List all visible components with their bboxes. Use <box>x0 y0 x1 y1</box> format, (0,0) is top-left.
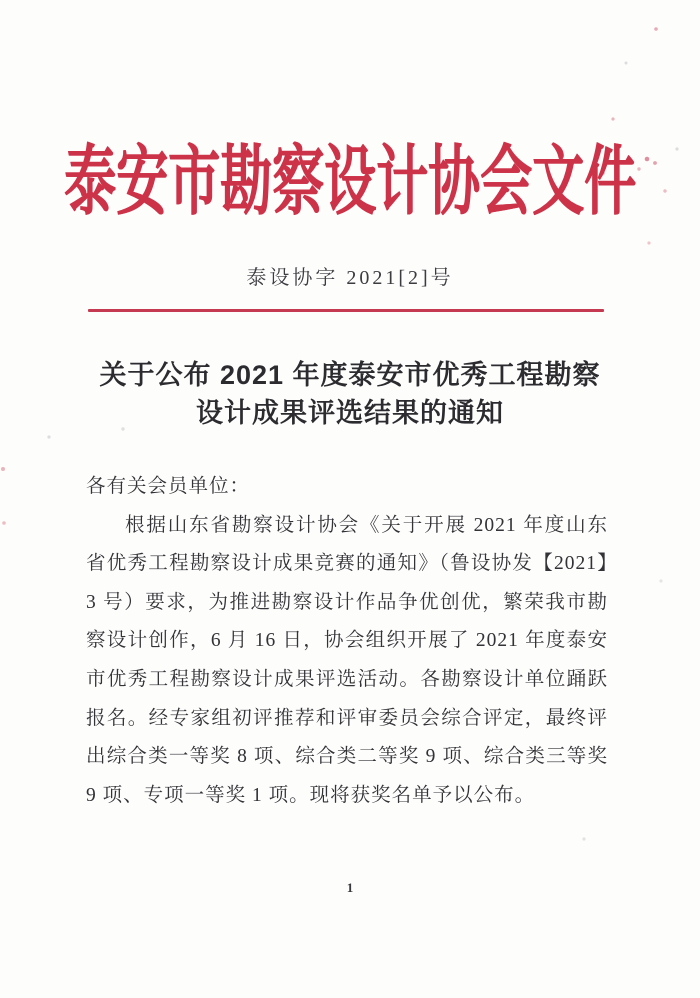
page-number: 1 <box>346 880 354 895</box>
scan-noise <box>0 0 2 2</box>
salutation: 各有关会员单位： <box>86 476 251 497</box>
red-masthead-title: 泰安市勘察设计协会文件 <box>63 137 636 227</box>
document-number: 泰设协字 2021[2]号 <box>246 267 454 289</box>
body-paragraph: 根据山东省勘察设计协会《关于开展 2021 年度山东省优秀工程勘察设计成果竞赛的通知》（鲁设协发【2021】3 号）要求，为推进勘察设计作品争优创优，繁荣我市勘察设计创作，6 月 16 日，协会组织开展了 2021 年度泰安市优秀工程勘察设计成果评选活动。各勘察设计单位踊跃报名。经专家组初评推荐和评审委员会综合评定，最终评出综合类一等奖 8 项、综合类二等奖 9 项、综合类三等奖 9 项、专项一等奖 1 项。现将获奖名单予以公布。 <box>86 514 608 806</box>
notice-title <box>0 356 700 432</box>
notice-title-line1: 关于公布 2021 年度泰安市优秀工程勘察 <box>99 360 601 390</box>
red-divider-line <box>88 309 604 312</box>
notice-title-line2: 设计成果评选结果的通知 <box>196 398 504 428</box>
body-text-block <box>86 468 608 815</box>
